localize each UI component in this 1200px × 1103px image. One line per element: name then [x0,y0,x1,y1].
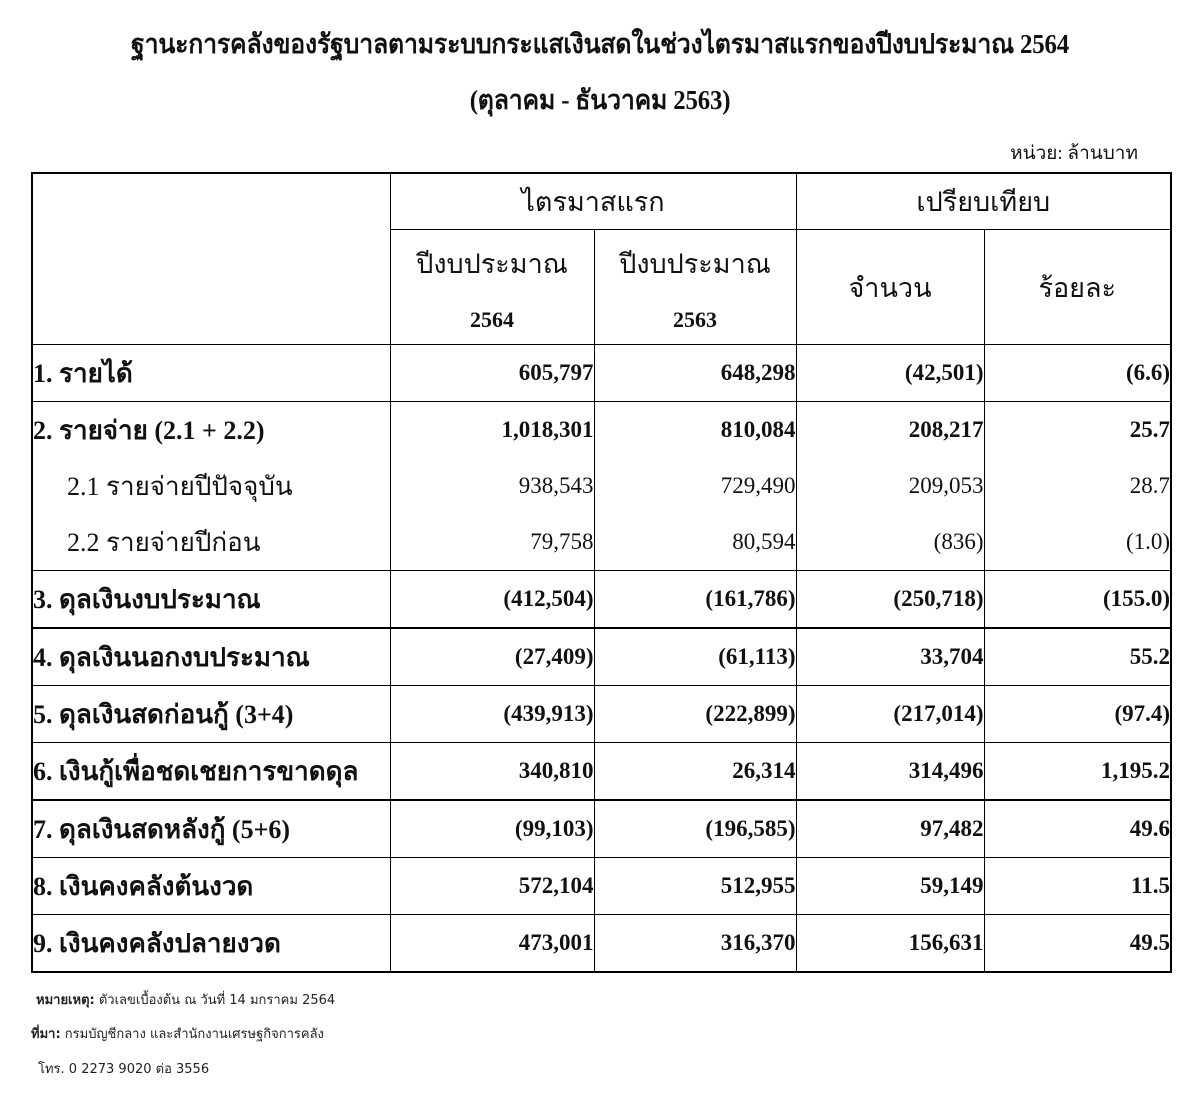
cell-amount: (42,501) [796,345,984,402]
footnote-remark-label: หมายเหตุ: [36,993,95,1008]
cell-fy2564: 1,018,301 [390,402,594,459]
cell-amount: 209,053 [796,458,984,514]
table-row-expenditure [32,402,1171,459]
column-header-fy2564-label: ปีงบประมาณ [416,248,568,279]
row-label: 4. ดุลเงินนอกงบประมาณ [32,628,390,686]
cell-fy2563: 648,298 [594,345,796,402]
row-label: 2.2 รายจ่ายปีก่อน [32,514,390,571]
cell-fy2564: 938,543 [390,458,594,514]
footnote-source-label: ที่มา: [31,1027,61,1042]
footnote-remark [36,989,335,1010]
row-label-header [32,173,390,345]
column-header-fy2564 [390,230,594,345]
cell-percent: 1,195.2 [984,743,1171,801]
column-header-percent: ร้อยละ [984,230,1171,345]
row-label: 6. เงินกู้เพื่อชดเชยการขาดดุล [32,743,390,801]
group-header-quarter: ไตรมาสแรก [390,173,796,230]
column-header-fy2563-label: ปีงบประมาณ [619,248,771,279]
cell-percent: 49.6 [984,800,1171,858]
cell-percent: 28.7 [984,458,1171,514]
row-label: 2.1 รายจ่ายปีปัจจุบัน [32,458,390,514]
cell-percent: (1.0) [984,514,1171,571]
footnote-remark-text: ตัวเลขเบื้องต้น ณ วันที่ 14 มกราคม 2564 [94,993,336,1008]
footnote-phone: โทร. 0 2273 9020 ต่อ 3556 [38,1062,210,1077]
cell-amount: 314,496 [796,743,984,801]
cell-fy2563: 80,594 [594,514,796,571]
cell-fy2563: 26,314 [594,743,796,801]
row-label: 9. เงินคงคลังปลายงวด [32,915,390,973]
cell-fy2563: (161,786) [594,571,796,629]
page-title: ฐานะการคลังของรัฐบาลตามระบบกระแสเงินสดในช่วงไตรมาสแรกของปีงบประมาณ 2564 [131,29,1069,59]
row-label: 5. ดุลเงินสดก่อนกู้ (3+4) [32,686,390,743]
cell-fy2563: 512,955 [594,858,796,915]
cell-fy2563: (61,113) [594,628,796,686]
row-label: 8. เงินคงคลังต้นงวด [32,858,390,915]
cell-fy2564: 340,810 [390,743,594,801]
cell-amount: 97,482 [796,800,984,858]
table-row-deficit-financing [32,743,1171,801]
table-row-budget-balance [32,571,1171,629]
cell-fy2564: 473,001 [390,915,594,973]
cell-fy2563: 729,490 [594,458,796,514]
cell-fy2564: (99,103) [390,800,594,858]
row-label: 1. รายได้ [32,345,390,402]
cell-fy2564: (412,504) [390,571,594,629]
cell-amount: 156,631 [796,915,984,973]
table-row-cash-balance-after-borrowing [32,800,1171,858]
cell-amount: 33,704 [796,628,984,686]
cell-percent: 11.5 [984,858,1171,915]
table-row-treasury-opening [32,858,1171,915]
header-row-groups [32,173,1171,230]
footnote-source [31,1023,324,1044]
cell-amount: 208,217 [796,402,984,459]
column-header-amount: จำนวน [796,230,984,345]
row-label: 7. ดุลเงินสดหลังกู้ (5+6) [32,800,390,858]
cell-fy2563: 810,084 [594,402,796,459]
table-row-current-year-expenditure [32,458,1171,514]
cell-amount: (836) [796,514,984,571]
column-header-fy2563-year: 2563 [673,306,717,332]
cell-fy2563: (196,585) [594,800,796,858]
table-row-prior-year-expenditure [32,514,1171,571]
page-subtitle: (ตุลาคม - ธันวาคม 2563) [469,85,731,115]
table-row-treasury-closing [32,915,1171,973]
table-row-revenue [32,345,1171,402]
cell-amount: (250,718) [796,571,984,629]
cell-fy2564: (27,409) [390,628,594,686]
cell-fy2564: 572,104 [390,858,594,915]
table-row-non-budget-balance [32,628,1171,686]
cell-percent: 49.5 [984,915,1171,973]
column-header-fy2564-year: 2564 [470,306,514,332]
cell-fy2563: 316,370 [594,915,796,973]
row-label: 2. รายจ่าย (2.1 + 2.2) [32,402,390,459]
cell-percent: (97.4) [984,686,1171,743]
group-header-compare: เปรียบเทียบ [796,173,1171,230]
column-header-fy2563 [594,230,796,345]
cell-percent: 25.7 [984,402,1171,459]
cell-amount: (217,014) [796,686,984,743]
cell-fy2564: 79,758 [390,514,594,571]
unit-label: หน่วย: ล้านบาท [1010,143,1138,164]
row-label: 3. ดุลเงินงบประมาณ [32,571,390,629]
cell-fy2564: (439,913) [390,686,594,743]
cell-percent: (155.0) [984,571,1171,629]
cell-fy2564: 605,797 [390,345,594,402]
table-row-cash-balance-before-borrowing [32,686,1171,743]
cell-amount: 59,149 [796,858,984,915]
cell-fy2563: (222,899) [594,686,796,743]
fiscal-position-table [31,172,1172,973]
cell-percent: 55.2 [984,628,1171,686]
footnote-source-text: กรมบัญชีกลาง และสำนักงานเศรษฐกิจการคลัง [60,1027,324,1042]
cell-percent: (6.6) [984,345,1171,402]
